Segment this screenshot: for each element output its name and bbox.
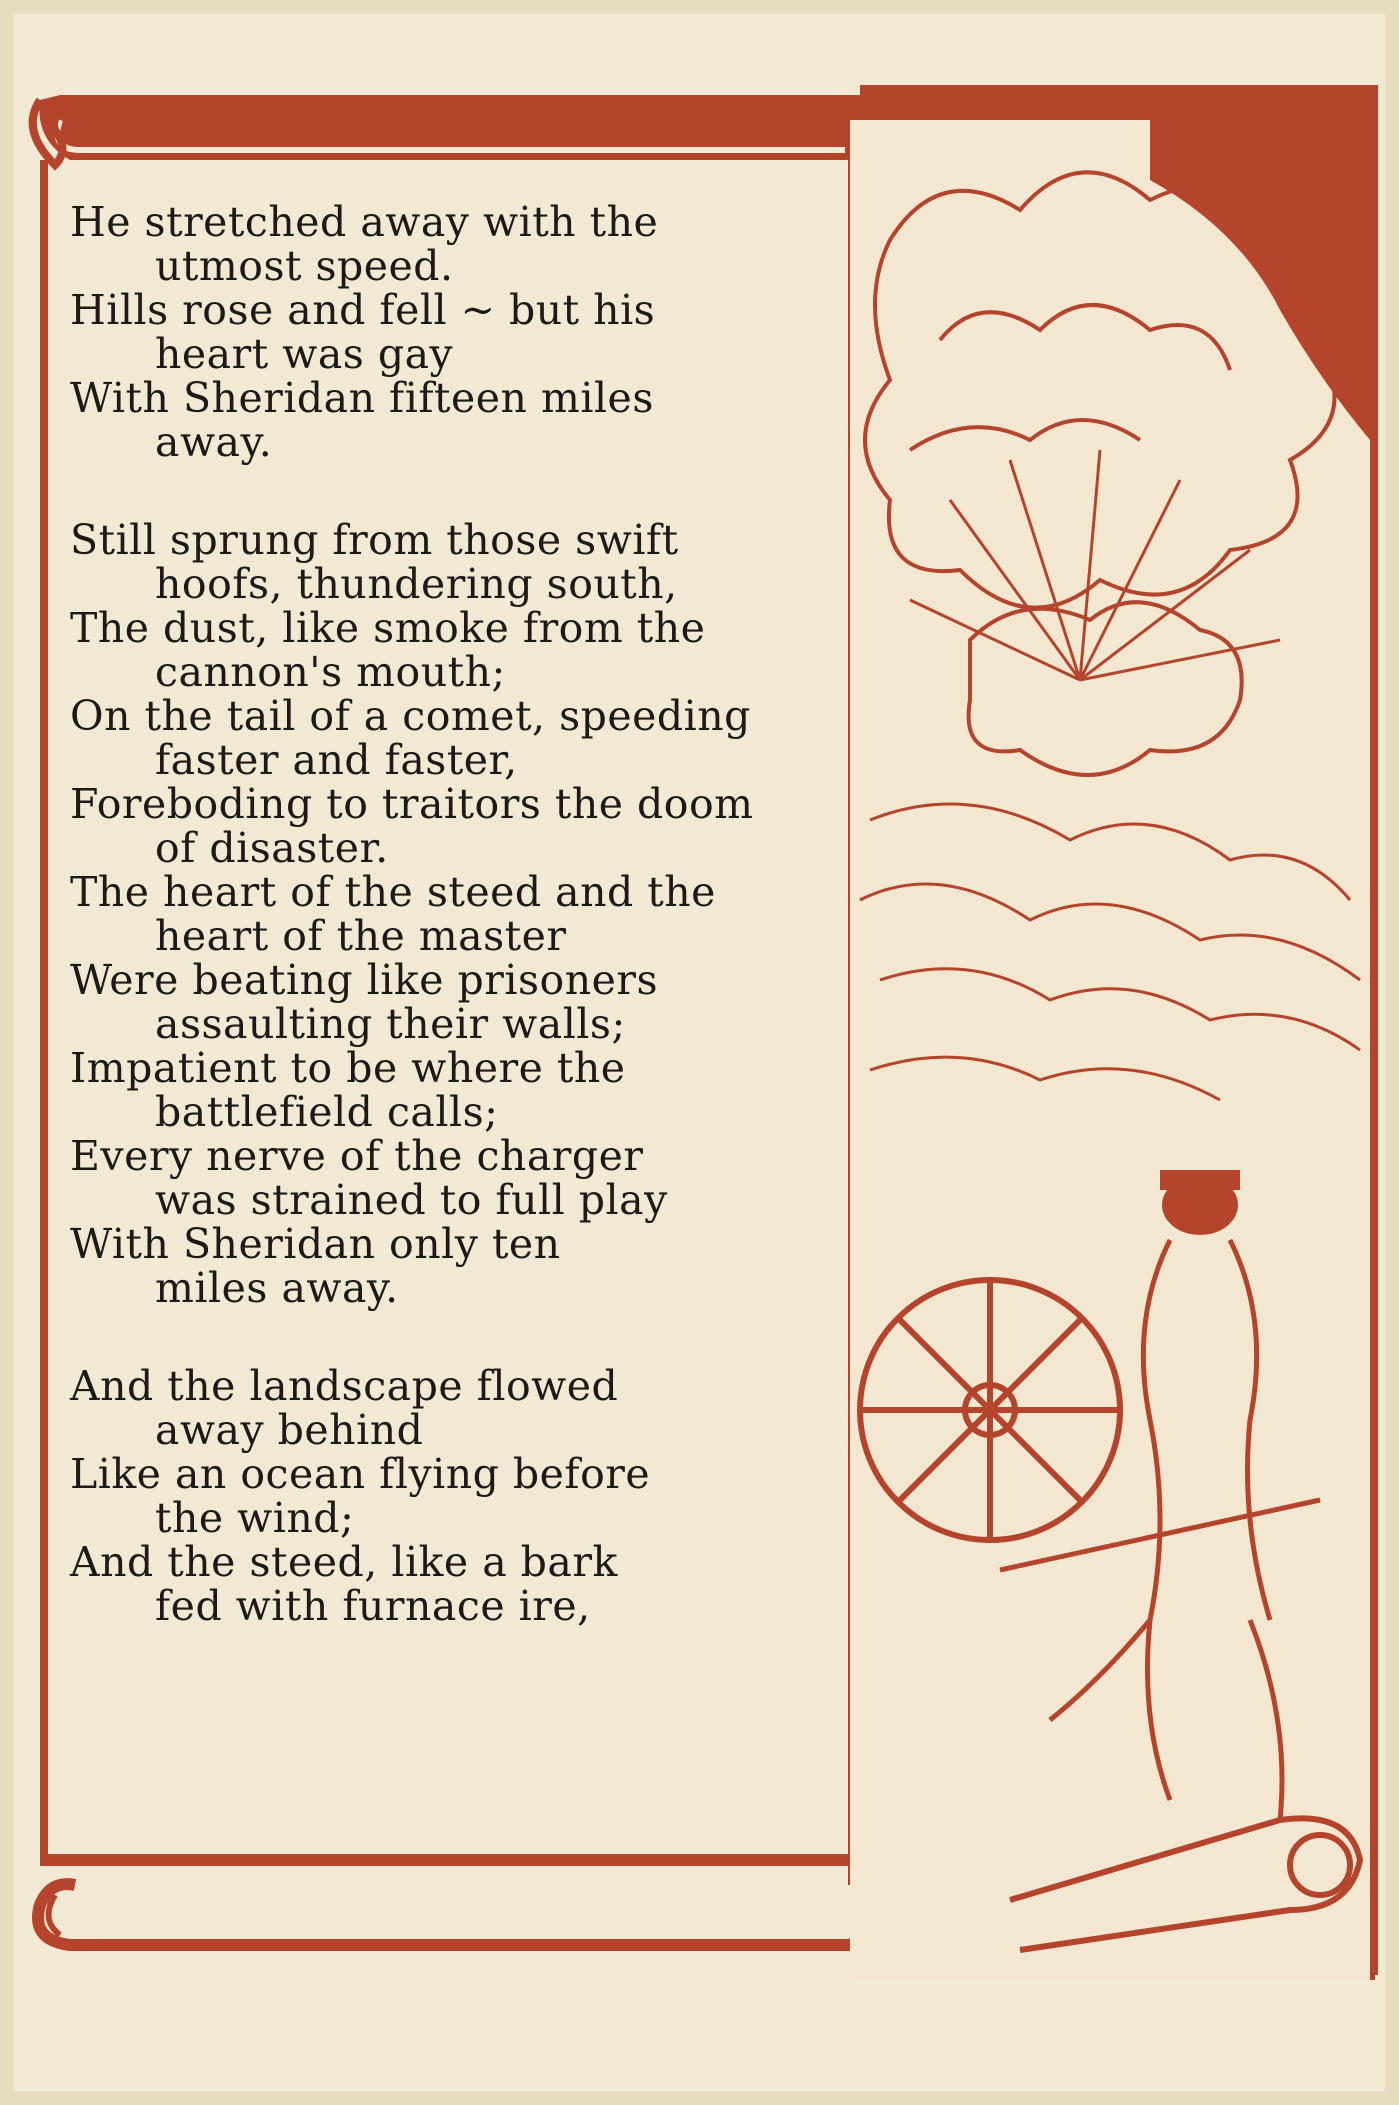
poem-line: The heart of the steed and the xyxy=(70,868,716,916)
poem-line: the wind; xyxy=(155,1494,355,1542)
poem-line: battlefield calls; xyxy=(155,1088,499,1136)
poem-line: away behind xyxy=(155,1406,424,1454)
poem-line: Impatient to be where the xyxy=(70,1044,626,1092)
poem-line: Like an ocean flying before xyxy=(70,1450,651,1498)
poem-line: hoofs, thundering south, xyxy=(155,560,678,608)
poem-line: With Sheridan only ten xyxy=(70,1220,561,1268)
poem-line: heart was gay xyxy=(155,330,454,378)
poem-line: He stretched away with the xyxy=(70,198,659,246)
stanza xyxy=(70,200,830,464)
poem-line: was strained to full play xyxy=(155,1176,668,1224)
poem-line: Still sprung from those swift xyxy=(70,516,679,564)
poem-line: And the landscape flowed xyxy=(70,1362,619,1410)
battle-illustration xyxy=(850,120,1370,1980)
poem-line: Hills rose and fell ~ but his xyxy=(70,286,656,334)
stanza xyxy=(70,518,830,1310)
poem-line: of disaster. xyxy=(155,824,389,872)
poem-line: Foreboding to traitors the doom xyxy=(70,780,754,828)
poem-line: assaulting their walls; xyxy=(155,1000,626,1048)
poem-line: And the steed, like a bark xyxy=(70,1538,618,1586)
poem-line: miles away. xyxy=(155,1264,399,1312)
poem-line: cannon's mouth; xyxy=(155,648,506,696)
poem-line: With Sheridan fifteen miles xyxy=(70,374,654,422)
poem-line: The dust, like smoke from the xyxy=(70,604,706,652)
poem-line: fed with furnace ire, xyxy=(155,1582,591,1630)
poem-line: Every nerve of the charger xyxy=(70,1132,644,1180)
poem-line: faster and faster, xyxy=(155,736,518,784)
poem-line: away. xyxy=(155,418,273,466)
poem-line: Were beating like prisoners xyxy=(70,956,659,1004)
poem-text xyxy=(70,200,830,1760)
poem-line: On the tail of a comet, speeding xyxy=(70,692,751,740)
stanza xyxy=(70,1364,830,1628)
poem-line: utmost speed. xyxy=(155,242,454,290)
poem-line: heart of the master xyxy=(155,912,567,960)
